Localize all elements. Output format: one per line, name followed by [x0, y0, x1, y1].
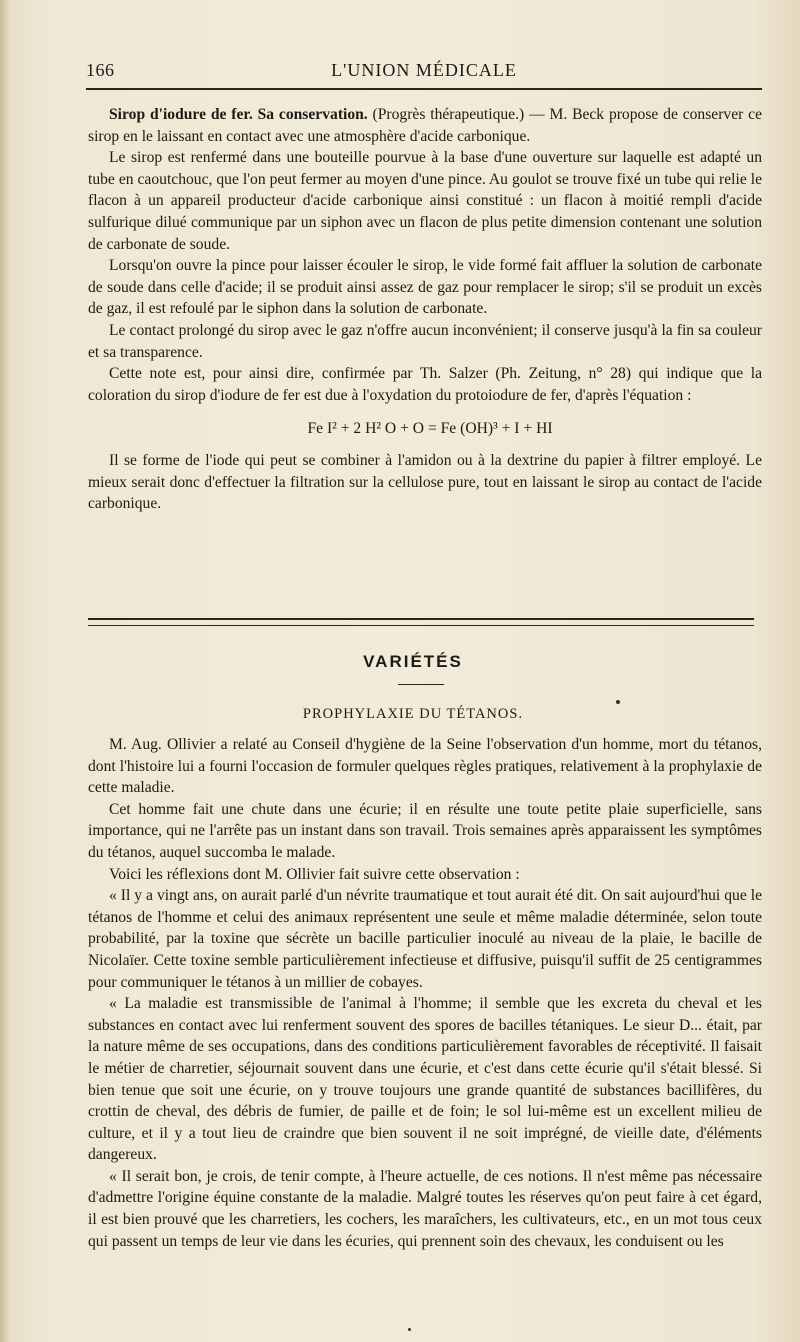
article-paragraph: Voici les réflexions dont M. Ollivier fait suivre cette observation :	[109, 865, 520, 883]
article-paragraph: Cet homme fait une chute dans une écurie; il en résulte une toute petite plaie superficielle, sans importance, qui ne l'arrête pas un instant dans son travail. Trois semaines après apparaissent les symptômes du tétanos, auquel succomba le malade.	[88, 800, 762, 861]
article-paragraph: « La maladie est transmissible de l'animal à l'homme; il semble que les excreta du cheval et les substances en contact avec lui renferment souvent des spores de bacilles tétaniques. Le sieur D... était, par la nature même de ses occupations, dans des conditions particulièrement favorables de réceptivité. Il faisait le métier de charretier, séjournait souvent dans une écurie, et c'est dans cette écurie qu'il s'était blessé. Si bien tenue que soit une écurie, on y trouve toujours une grande quantité de substances bacillifères, du crottin de cheval, des débris de fumier, de paille et de foin; le sol lui-même est un excellent milieu de culture, et il y a tout lieu de craindre que bien souvent il ne soit imprégné, de vieille date, d'éléments dangereux.	[88, 995, 762, 1164]
article-intro-paragraph	[88, 104, 762, 147]
article-paragraph: Lorsqu'on ouvre la pince pour laisser écouler le sirop, le vide formé fait affluer la solution de carbonate de soude dans celle d'acide; il se produit ainsi assez de gaz pour remplacer le sirop; s'il se produit un excès de gaz, il est refoulé par le siphon dans la solution de carbonate.	[88, 257, 762, 318]
chemical-equation: Fe I² + 2 H² O + O = Fe (OH)³ + I + HI	[307, 420, 553, 438]
article-paragraph: Le sirop est renfermé dans une bouteille pourvue à la base d'une ouverture sur laquelle est adapté un tube en caoutchouc, que l'on peut fermer au moyen d'une pince. Au goulot se trouve fixé un tube qui relie le flacon à un appareil producteur d'acide carbonique ainsi constitué : un flacon à moitié rempli d'acide sulfurique dilué communique par un siphon avec un flacon de plus petite dimension contenant une solution de carbonate de soude.	[88, 149, 762, 253]
article-sirop-iodure	[88, 104, 762, 515]
page-number: 166	[86, 60, 115, 80]
article-paragraph: Cette note est, pour ainsi dire, confirmée par Th. Salzer (Ph. Zeitung, n° 28) qui indique que la coloration du sirop d'iodure de fer est due à l'oxydation du protoiodure de fer, d'après l'équation :	[88, 365, 762, 404]
article-lead-title: Sirop d'iodure de fer. Sa conservation.	[109, 106, 368, 123]
article-prophylaxie-tetanos	[88, 734, 762, 1252]
ink-speck	[616, 700, 620, 704]
journal-title: L'UNION MÉDICALE	[331, 60, 517, 80]
section-subtitle: PROPHYLAXIE DU TÉTANOS.	[302, 706, 524, 722]
article-paragraph: « Il serait bon, je crois, de tenir compte, à l'heure actuelle, de ces notions. Il n'est même pas nécessaire d'admettre l'origine équine constante de la maladie. Malgré toutes les réserves qu'on peut faire à cet égard, il est bien prouvé que les charretiers, les cochers, les maraîchers, les cultivateurs, etc., en un mot tous ceux qui passent un temps de leur vie dans les écuries, qui prennent soin des chevaux, les conduisent ou les	[88, 1167, 762, 1250]
header-rule	[86, 88, 762, 90]
page-header	[86, 58, 762, 88]
section-title: VARIÉTÉS	[363, 652, 463, 671]
article-intro-text: (Progrès thérapeutique.) — M. Beck propose de conserver ce sirop en le laissant en contact avec une atmosphère d'acide carbonique.	[88, 106, 763, 145]
article-paragraph: « Il y a vingt ans, on aurait parlé d'un névrite traumatique et tout aurait été dit. On sait aujourd'hui que le tétanos de l'homme et celui des animaux représentent une seule et même maladie déterminée, selon toute probabilité, par la toxine que sécrète un bacille particulier inoculé au niveau de la plaie, le bacille de Nicolaïer. Cette toxine semble particulièrement infectieuse et diffusive, puisqu'il suffit de 25 centigrammes pour communiquer le tétanos à un millier de cobayes.	[88, 887, 762, 991]
article-conclusion: Il se forme de l'iode qui peut se combiner à l'amidon ou à la dextrine du papier à filtrer employé. Le mieux serait donc d'effectuer la filtration sur la cellulose pure, tout en laissant le sirop au contact de l'acide carbonique.	[88, 451, 762, 513]
ink-speck	[408, 1328, 411, 1331]
title-underline	[398, 684, 444, 685]
section-divider	[88, 618, 754, 626]
article-paragraph: Le contact prolongé du sirop avec le gaz n'offre aucun inconvénient; il conserve jusqu'à la fin sa couleur et sa transparence.	[88, 321, 762, 361]
article-paragraph: M. Aug. Ollivier a relaté au Conseil d'hygiène de la Seine l'observation d'un homme, mort du tétanos, dont l'histoire lui a fourni l'occasion de formuler quelques règles pratiques, relativement à la prophylaxie de cette maladie.	[88, 736, 762, 797]
